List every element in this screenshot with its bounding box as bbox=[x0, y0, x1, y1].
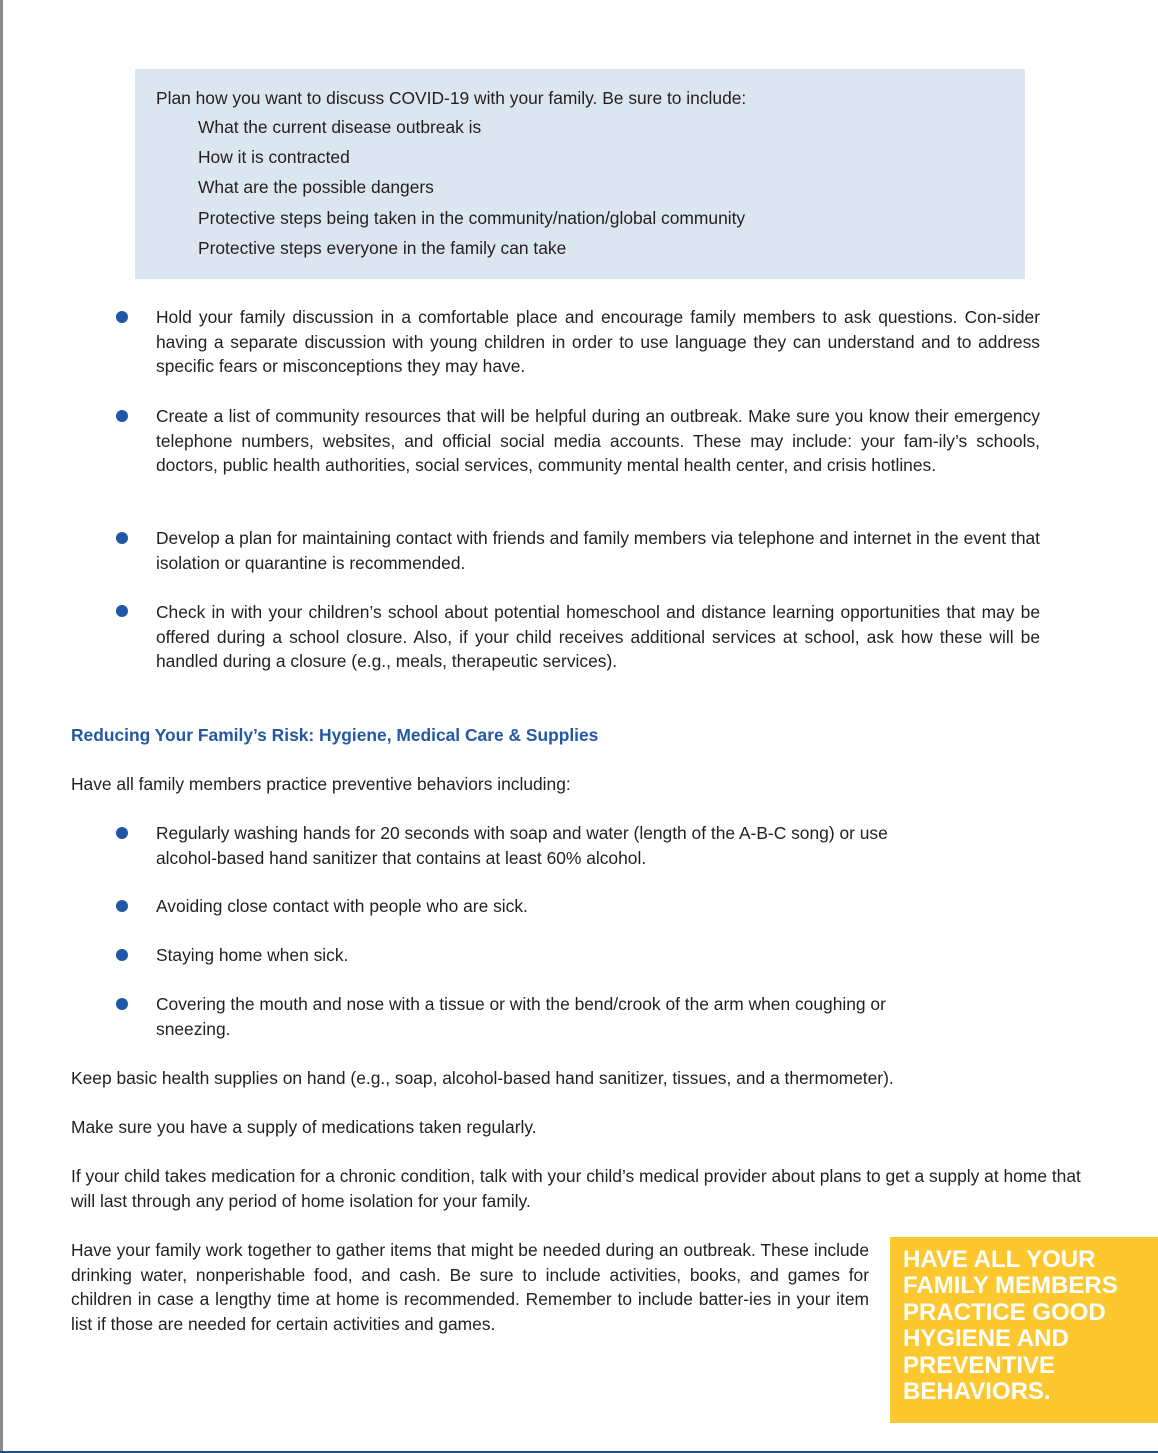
bullet-item-stay-home: Staying home when sick. bbox=[156, 945, 349, 965]
bullet-dot-icon bbox=[116, 605, 128, 617]
bullet-dot-icon bbox=[116, 532, 128, 544]
paragraph-chronic-condition: If your child takes medication for a chronic condition, talk with your child’s medical provider about plans to get a supply at home that will last through any period of home isolation for your family. bbox=[71, 1166, 1081, 1211]
callout-text: HAVE ALL YOUR FAMILY MEMBERS PRACTICE GOOD HYGIENE AND PREVENTIVE BEHAVIORS. bbox=[903, 1246, 1118, 1406]
page-left-border bbox=[0, 0, 3, 1453]
plan-box-intro: Plan how you want to discuss COVID-19 with your family. Be sure to include: bbox=[156, 88, 747, 108]
bullet-item-community-resources: Create a list of community resources that will be helpful during an outbreak. Make sure you know their emergency telephone numbers, websites, and official social media accounts. These may include: your fam-ily’s schools, doctors, public health authorities, social services, community mental health center, and crisis hotlines. bbox=[156, 406, 1040, 476]
plan-box-item: What are the possible dangers bbox=[198, 177, 434, 198]
callout-box bbox=[890, 1237, 1158, 1423]
plan-box-item: What the current disease outbreak is bbox=[198, 117, 482, 137]
discussion-plan-box bbox=[135, 69, 1025, 279]
bullet-item-contact-plan: Develop a plan for maintaining contact with friends and family members via telephone and internet in the event that isolation or quarantine is recommended. bbox=[156, 528, 1040, 573]
section-intro: Have all family members practice preventive behaviors including: bbox=[71, 774, 571, 794]
paragraph-gather-items: Have your family work together to gather items that might be needed during an outbreak. These include drinking water, nonperishable food, and cash. Be sure to include activities, books, and games for children in case a lengthy time at home is recommended. Remember to include batter-ies in your item list if those are needed for certain activities and games. bbox=[71, 1240, 869, 1334]
bullet-dot-icon bbox=[116, 998, 128, 1010]
bullet-item-school-check-in: Check in with your children’s school about potential homeschool and distance learning opportunities that may be offered during a school closure. Also, if your child receives additional services at school, ask how these will be handled during a closure (e.g., meals, therapeutic services). bbox=[156, 602, 1040, 672]
plan-box-list bbox=[198, 117, 745, 268]
section-heading: Reducing Your Family’s Risk: Hygiene, Medical Care & Supplies bbox=[71, 725, 599, 745]
bullet-dot-icon bbox=[116, 827, 128, 839]
bullet-dot-icon bbox=[116, 900, 128, 912]
bullet-item-family-discussion: Hold your family discussion in a comfortable place and encourage family members to ask questions. Con-sider having a separate discussion with young children in order to use language they can understand and to address specific fears or misconceptions they may have. bbox=[156, 307, 1040, 377]
plan-box-item: How it is contracted bbox=[198, 147, 350, 168]
bullet-item-avoid-contact: Avoiding close contact with people who are sick. bbox=[156, 896, 528, 916]
plan-box-item: Protective steps being taken in the community/nation/global community bbox=[198, 207, 746, 228]
paragraph-medications: Make sure you have a supply of medications taken regularly. bbox=[71, 1117, 537, 1137]
plan-box-item: Protective steps everyone in the family can take bbox=[198, 237, 567, 258]
bullet-item-hand-washing: Regularly washing hands for 20 seconds with soap and water (length of the A-B-C song) or use alcohol-based hand sanitizer that contains at least 60% alcohol. bbox=[156, 823, 888, 868]
bullet-item-cover-mouth: Covering the mouth and nose with a tissue or with the bend/crook of the arm when coughing or sneezing. bbox=[156, 994, 886, 1039]
bullet-dot-icon bbox=[116, 410, 128, 422]
paragraph-health-supplies: Keep basic health supplies on hand (e.g., soap, alcohol-based hand sanitizer, tissues, and a thermometer). bbox=[71, 1068, 894, 1088]
bullet-dot-icon bbox=[116, 311, 128, 323]
bullet-dot-icon bbox=[116, 949, 128, 961]
